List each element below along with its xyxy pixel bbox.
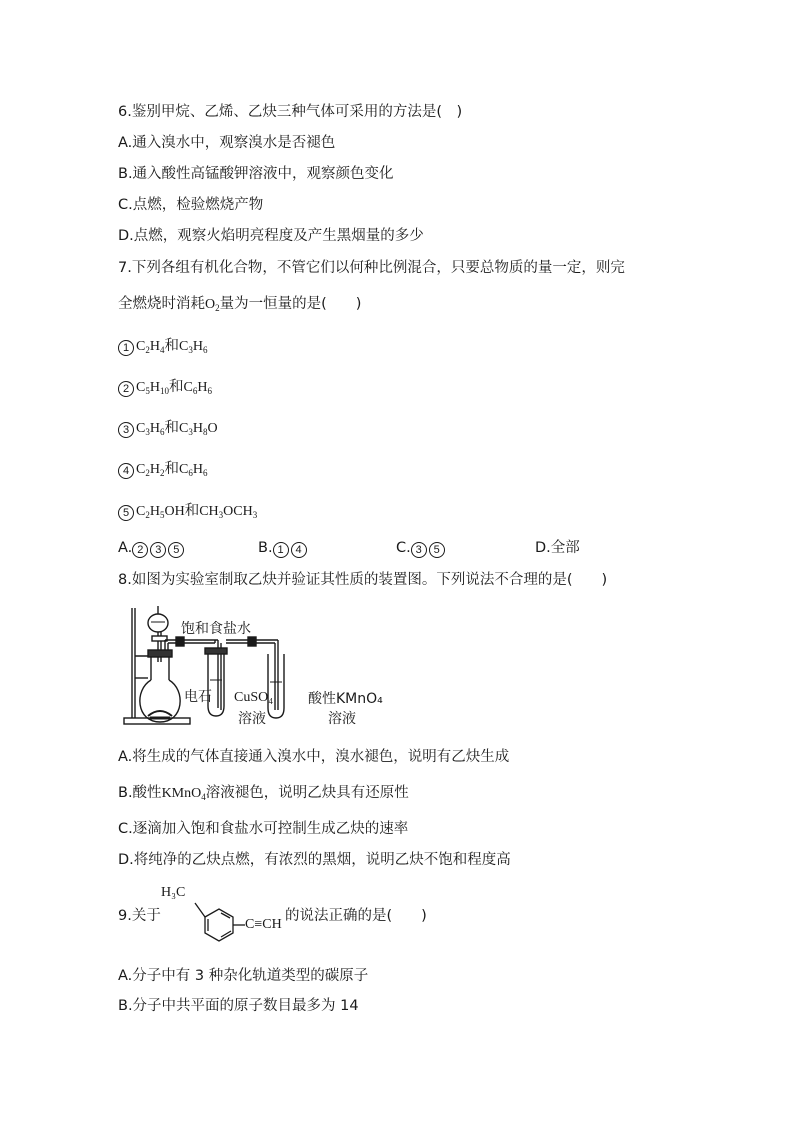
q7-option-b: B. 1 4 — [258, 538, 309, 558]
circled-number: 2 — [118, 381, 134, 397]
circled-number: 4 — [118, 463, 134, 479]
q9-stem-pre: 9.关于 — [118, 908, 161, 924]
q7-item-1: 1 $C_2H_4$和$C_3H_6$ — [118, 336, 207, 357]
label-kmno4-line2: 溶液 — [328, 711, 356, 727]
label-brine: 饱和食盐水 — [181, 621, 251, 637]
methyl-label: H₃C — [161, 885, 186, 900]
q8-option-d: D.将纯净的乙炔点燃，有浓烈的黑烟，说明乙炔不饱和程度高 — [118, 852, 511, 868]
o2-formula: $O_2$ — [205, 297, 220, 313]
q7-stem-line1: 7.下列各组有机化合物，不管它们以何种比例混合，只要总物质的量一定，则完 — [118, 260, 625, 276]
q7-stem-line2 — [118, 294, 361, 315]
label-cuso4-line2: 溶液 — [238, 711, 266, 727]
q9-option-b: B.分子中共平面的原子数目最多为 14 — [118, 998, 359, 1014]
q7-option-a: A. 2 3 5 — [118, 538, 186, 558]
q6-option-c: C.点燃，检验燃烧产物 — [118, 197, 264, 213]
q9-option-a: A.分子中有 3 种杂化轨道类型的碳原子 — [118, 968, 369, 984]
q7-item-5: 5 $C_2H_5OH$和$CH_3OCH_3$ — [118, 501, 257, 522]
q9-stem-post: 的说法正确的是( ) — [285, 908, 427, 924]
alkyne-label: C≡CH — [245, 917, 282, 932]
circled-number: 3 — [118, 422, 134, 438]
q7-stem-pre: 全燃烧时消耗 — [118, 296, 205, 312]
q6-option-a: A.通入溴水中，观察溴水是否褪色 — [118, 135, 336, 151]
apparatus-diagram — [118, 598, 398, 730]
q8-stem: 8.如图为实验室制取乙炔并验证其性质的装置图。下列说法不合理的是( ) — [118, 572, 608, 588]
q7-item-3: 3 $C_3H_6$和$C_3H_8O$ — [118, 418, 218, 439]
q8-option-c: C.逐滴加入饱和食盐水可控制生成乙炔的速率 — [118, 821, 409, 837]
q7-option-c: C. 3 5 — [396, 538, 447, 558]
q7-item-4: 4 $C_2H_2$和$C_6H_6$ — [118, 459, 207, 480]
q7-stem-post: 量为一恒量的是( ) — [219, 296, 362, 312]
label-kmno4-line1: 酸性KMnO₄ — [308, 691, 383, 707]
q8-option-b: B.酸性KMnO$_4$溶液褪色，说明乙炔具有还原性 — [118, 785, 409, 802]
q6-option-b: B.通入酸性高锰酸钾溶液中，观察颜色变化 — [118, 166, 394, 182]
circled-number: 1 — [118, 340, 134, 356]
label-carbide: 电石 — [184, 689, 212, 705]
label-cuso4-line1: CuSO₄ — [234, 690, 274, 705]
circled-number: 5 — [118, 505, 134, 521]
structure-diagram — [161, 885, 288, 957]
q6-option-d: D.点燃，观察火焰明亮程度及产生黑烟量的多少 — [118, 228, 424, 244]
q6-stem: 6.鉴别甲烷、乙烯、乙炔三种气体可采用的方法是( ) — [118, 104, 463, 120]
q7-item-2: 2 $C_5H_{10}$和$C_6H_6$ — [118, 377, 212, 398]
q8-option-a: A.将生成的气体直接通入溴水中，溴水褪色，说明有乙炔生成 — [118, 749, 510, 765]
q7-option-d: D.全部 — [535, 540, 580, 556]
